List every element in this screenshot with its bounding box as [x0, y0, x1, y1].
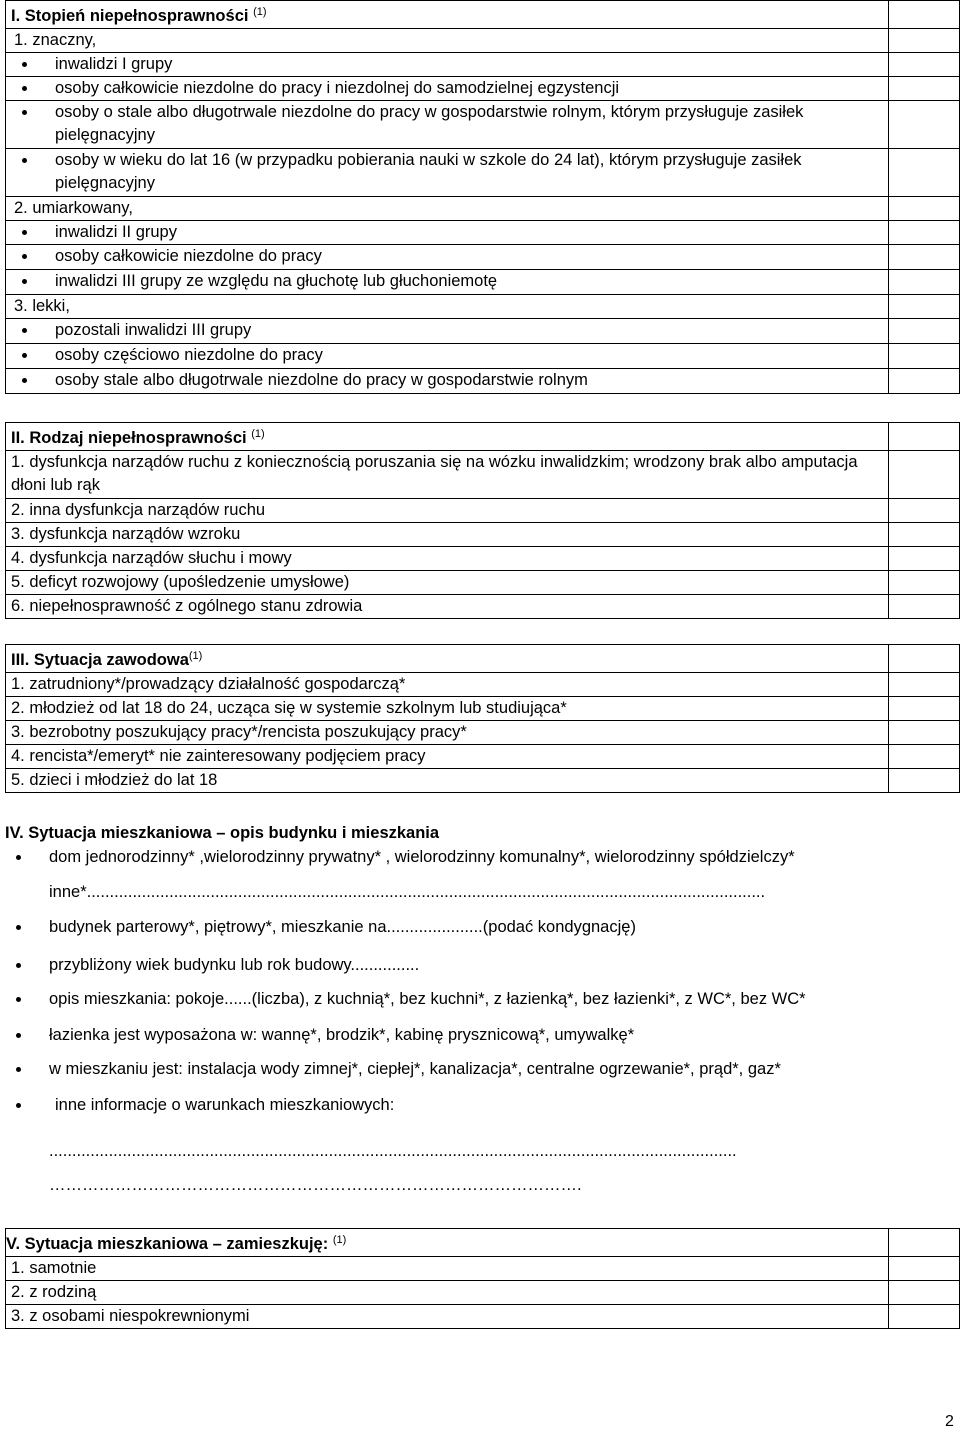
degree-2-checkbox[interactable]	[889, 197, 960, 221]
degree-3-item-cell	[6, 369, 889, 394]
degree-3-item-checkbox[interactable]	[889, 344, 960, 369]
disability-type-row	[6, 547, 889, 571]
degree-3-item: pozostali inwalidzi III grupy	[11, 319, 884, 342]
section-1-footnote-ref: (1)	[253, 6, 267, 18]
section-3-table	[5, 644, 960, 793]
housing-info-dots-line[interactable]: ......................................................................................................................................................	[49, 1142, 737, 1160]
work-status-row	[6, 745, 889, 769]
section-5-table	[5, 1228, 960, 1329]
section-2-heading-box	[889, 423, 960, 451]
page-number: 2	[945, 1413, 954, 1430]
living-with-checkbox[interactable]	[889, 1281, 960, 1305]
degree-3-label: 3. lekki,	[14, 297, 70, 315]
living-with-label: 2. z rodziną	[11, 1283, 97, 1301]
living-with-label: 3. z osobami niespokrewnionymi	[11, 1307, 250, 1325]
degree-1-item: osoby całkowicie niezdolne do pracy i niezdolnej do samodzielnej egzystencji	[11, 77, 884, 100]
work-status-checkbox[interactable]	[889, 721, 960, 745]
degree-2-item: inwalidzi II grupy	[11, 221, 884, 244]
housing-item: przybliżony wiek budynku lub rok budowy...............	[5, 954, 960, 977]
disability-type-row	[6, 451, 889, 499]
living-with-checkbox[interactable]	[889, 1257, 960, 1281]
degree-1-item-cell	[6, 53, 889, 77]
degree-1-item: inwalidzi I grupy	[11, 53, 884, 76]
section-5-footnote-ref: (1)	[332, 1234, 347, 1246]
degree-2-item-checkbox[interactable]	[889, 245, 960, 270]
work-status-row	[6, 721, 889, 745]
degree-3-item-checkbox[interactable]	[889, 369, 960, 394]
degree-1-label: 1. znaczny,	[14, 31, 97, 49]
degree-1-item-checkbox[interactable]	[889, 53, 960, 77]
work-status-label: 3. bezrobotny poszukujący pracy*/rencista poszukujący pracy*	[11, 723, 467, 741]
work-status-checkbox[interactable]	[889, 673, 960, 697]
degree-1-item-cell	[6, 149, 889, 197]
degree-3-label-cell	[6, 295, 889, 319]
degree-1-item-checkbox[interactable]	[889, 149, 960, 197]
work-status-label: 1. zatrudniony*/prowadzący działalność gospodarczą*	[11, 675, 406, 693]
degree-2-item-cell	[6, 245, 889, 270]
section-1-heading-cell	[6, 1, 889, 29]
disability-type-checkbox[interactable]	[889, 499, 960, 523]
work-status-checkbox[interactable]	[889, 769, 960, 793]
section-3-heading-cell	[6, 645, 889, 673]
living-with-label: 1. samotnie	[11, 1259, 97, 1277]
section-2-heading: II. Rodzaj niepełnosprawności	[11, 429, 247, 447]
housing-other-field[interactable]: inne*....................................................................................................................................................	[49, 883, 766, 901]
work-status-label: 2. młodzież od lat 18 do 24, ucząca się w systemie szkolnym lub studiująca*	[11, 699, 567, 717]
housing-item: inne informacje o warunkach mieszkaniowych:	[5, 1094, 960, 1117]
disability-type-checkbox[interactable]	[889, 523, 960, 547]
degree-1-item-checkbox[interactable]	[889, 101, 960, 149]
disability-type-label: 2. inna dysfunkcja narządów ruchu	[11, 501, 266, 519]
housing-item: w mieszkaniu jest: instalacja wody zimnej*, ciepłej*, kanalizacja*, centralne ogrzewanie*, prąd*, gaz*	[5, 1058, 960, 1081]
degree-2-item: osoby całkowicie niezdolne do pracy	[11, 245, 884, 268]
disability-type-row	[6, 571, 889, 595]
work-status-row	[6, 697, 889, 721]
disability-type-checkbox[interactable]	[889, 547, 960, 571]
degree-3-item-cell	[6, 344, 889, 369]
work-status-checkbox[interactable]	[889, 697, 960, 721]
disability-type-checkbox[interactable]	[889, 571, 960, 595]
degree-3-item-checkbox[interactable]	[889, 319, 960, 344]
work-status-row	[6, 769, 889, 793]
section-1-heading-box	[889, 1, 960, 29]
disability-type-label: 5. deficyt rozwojowy (upośledzenie umysłowe)	[11, 573, 350, 591]
disability-type-label: 1. dysfunkcja narządów ruchu z koniecznością poruszania się na wózku inwalidzkim; wrodzony brak albo amputacja dłoni lub rąk	[11, 453, 858, 494]
section-5-heading-box	[889, 1229, 960, 1257]
degree-1-item-cell	[6, 101, 889, 149]
degree-3-item-cell	[6, 319, 889, 344]
section-2-heading-cell	[6, 423, 889, 451]
work-status-row	[6, 673, 889, 697]
work-status-checkbox[interactable]	[889, 745, 960, 769]
disability-type-row	[6, 595, 889, 619]
degree-1-label-cell	[6, 29, 889, 53]
living-with-checkbox[interactable]	[889, 1305, 960, 1329]
section-4-heading: IV. Sytuacja mieszkaniowa – opis budynku i mieszkania	[5, 824, 440, 842]
degree-1-item: osoby o stale albo długotrwale niezdolne do pracy w gospodarstwie rolnym, którym przysługuje zasiłek pielęgnacyjny	[11, 101, 884, 147]
work-status-label: 4. rencista*/emeryt* nie zainteresowany podjęciem pracy	[11, 747, 426, 765]
living-with-row	[6, 1257, 889, 1281]
degree-2-label-cell	[6, 197, 889, 221]
section-3-footnote-ref: (1)	[188, 650, 203, 662]
housing-item: budynek parterowy*, piętrowy*, mieszkanie na.....................(podać kondygnację)	[5, 916, 960, 939]
degree-3-item: osoby częściowo niezdolne do pracy	[11, 344, 884, 367]
degree-2-item-checkbox[interactable]	[889, 221, 960, 245]
living-with-row	[6, 1281, 889, 1305]
housing-item: opis mieszkania: pokoje......(liczba), z kuchnią*, bez kuchni*, z łazienką*, bez łazienki*, z WC*, bez WC*	[5, 988, 960, 1011]
section-4-body	[5, 846, 960, 1194]
degree-2-item-cell	[6, 270, 889, 295]
section-1-heading: I. Stopień niepełnosprawności	[11, 7, 249, 25]
section-1-table	[5, 0, 960, 394]
degree-1-checkbox[interactable]	[889, 29, 960, 53]
degree-1-item: osoby w wieku do lat 16 (w przypadku pobierania nauki w szkole do 24 lat), którym przysługuje zasiłek pielęgnacyjny	[11, 149, 884, 195]
housing-item: łazienka jest wyposażona w: wannę*, brodzik*, kabinę prysznicową*, umywalkę*	[5, 1024, 960, 1047]
degree-2-item-checkbox[interactable]	[889, 270, 960, 295]
degree-3-checkbox[interactable]	[889, 295, 960, 319]
section-3-heading: III. Sytuacja zawodowa	[11, 651, 189, 669]
disability-type-checkbox[interactable]	[889, 451, 960, 499]
degree-3-item: osoby stale albo długotrwale niezdolne do pracy w gospodarstwie rolnym	[11, 369, 884, 392]
work-status-label: 5. dzieci i młodzież do lat 18	[11, 771, 218, 789]
housing-info-dots-line[interactable]: …………………………………………………………………………………….	[49, 1176, 582, 1194]
degree-1-item-checkbox[interactable]	[889, 77, 960, 101]
disability-type-row	[6, 523, 889, 547]
housing-item: dom jednorodzinny* ,wielorodzinny prywatny* , wielorodzinny komunalny*, wielorodzinny spółdzielczy*	[5, 846, 960, 870]
section-2-table	[5, 422, 960, 619]
disability-type-label: 6. niepełnosprawność z ogólnego stanu zdrowia	[11, 597, 363, 615]
degree-2-item-cell	[6, 221, 889, 245]
disability-type-checkbox[interactable]	[889, 595, 960, 619]
degree-2-label: 2. umiarkowany,	[14, 199, 133, 217]
living-with-row	[6, 1305, 889, 1329]
disability-type-label: 4. dysfunkcja narządów słuchu i mowy	[11, 549, 292, 567]
section-2-footnote-ref: (1)	[251, 428, 265, 440]
section-3-heading-box	[889, 645, 960, 673]
degree-1-item-cell	[6, 77, 889, 101]
degree-2-item: inwalidzi III grupy ze względu na głuchotę lub głuchoniemotę	[11, 270, 884, 293]
disability-type-label: 3. dysfunkcja narządów wzroku	[11, 525, 241, 543]
section-5-heading-cell	[6, 1229, 889, 1257]
section-5-heading: V. Sytuacja mieszkaniowa – zamieszkuję:	[6, 1235, 329, 1253]
disability-type-row	[6, 499, 889, 523]
